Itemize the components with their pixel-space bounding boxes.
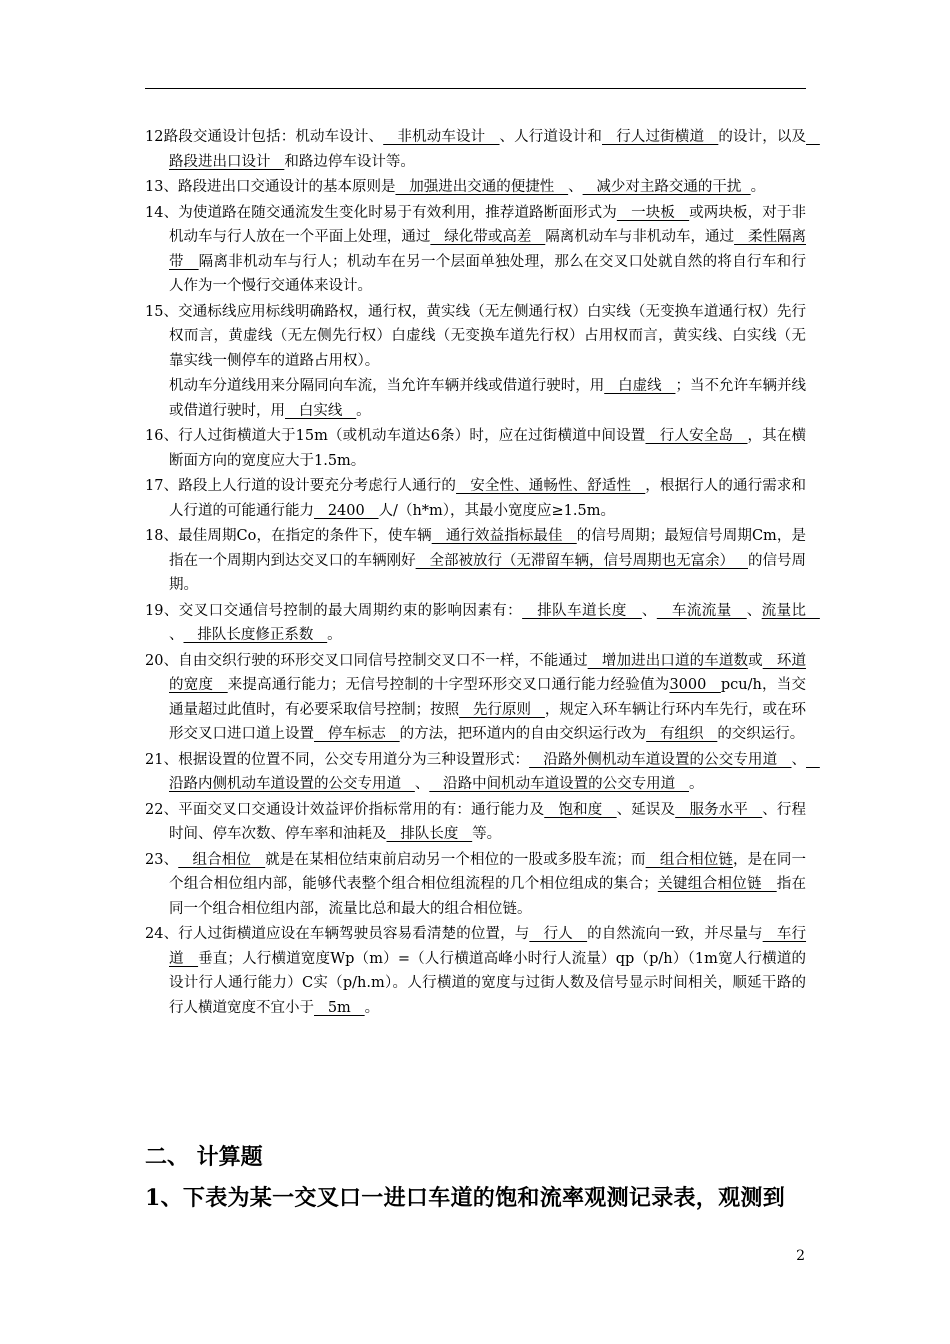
answer-blank: 车流流量	[656, 602, 747, 619]
answer-blank: 组合相位	[178, 851, 266, 868]
question-text: 24、行人过街横道应设在车辆驾驶员容易看清楚的位置，与	[145, 926, 530, 942]
question-text: 等。	[472, 826, 502, 842]
answer-blank: 减少对主路交通的干扰	[582, 179, 751, 195]
question-item	[145, 300, 806, 374]
question-text: pcu/h，当交通量超过此值时，有必要采取信号控制；按照	[169, 677, 807, 718]
question-text: 18、最佳周期Co，在指定的条件下，使车辆	[145, 528, 432, 544]
question-text: 23、	[145, 851, 179, 868]
answer-blank: 行人过街横道	[602, 129, 719, 145]
question-text: 人/（h*m），其最小宽度应≥1.5m。	[378, 502, 615, 519]
question-item	[145, 125, 820, 174]
question-text: 、	[746, 602, 762, 619]
question-text: 20、自由交织行驶的环形交叉口同信号控制交叉口不一样，不能通过	[145, 652, 588, 669]
question-text: 隔离非机动车与行人；机动车在另一个层面单独处理，那么在交叉口处就自然的将自行车和行人作为一个慢行交通体来设计。	[169, 253, 807, 294]
question-text: 、	[791, 751, 806, 768]
question-item	[145, 524, 806, 598]
question-text: 的交织运行。	[717, 726, 805, 742]
question-item	[145, 374, 806, 423]
answer-blank: 白实线	[285, 402, 357, 419]
question-text: 就是在某相位结束前启动另一个相位的一股或多股车流；而	[265, 851, 646, 868]
question-text: 、行程时间、停车次数、停车率和油耗及	[169, 801, 807, 842]
answer-blank: 柔性隔离带	[169, 229, 807, 270]
answer-blank: 沿路中间机动车道设置的公交专用道	[429, 776, 689, 792]
answer-blank: 白虚线	[604, 378, 676, 394]
question-text: 来提高通行能力；无信号控制的十字型环形交叉口通行能力经验值为	[227, 677, 670, 693]
answer-blank: 先行原则	[459, 701, 545, 718]
answer-blank: 5m	[314, 999, 365, 1016]
answer-blank: 排队长度修正系数	[183, 627, 328, 643]
answer-blank: 行人	[529, 926, 588, 942]
question-text: 。	[356, 402, 371, 419]
answer-blank: 行人安全岛	[645, 428, 748, 444]
answer-blank: 车行道	[169, 926, 807, 967]
question-text: 机动车分道线用来分隔同向车流，当允许车辆并线或借道行驶时，用	[169, 378, 605, 394]
answer-blank: 通行效益指标最佳	[431, 528, 577, 544]
question-text: 、人行道设计和	[499, 129, 602, 145]
question-text: ，其在横断面方向的宽度应大于1.5m。	[169, 428, 807, 469]
answer-blank: 一块板	[616, 204, 690, 221]
question-item	[145, 474, 806, 523]
question-text: 的信号周期。	[169, 552, 807, 593]
question-text: ，是在同一个组合相位组内部，能够代表整个组合相位组流程的几个相位组成的集合；	[169, 851, 807, 892]
answer-blank: 流量比	[761, 602, 820, 619]
answer-blank: 停车标志	[314, 726, 400, 742]
answer-blank: 服务水平	[675, 801, 763, 818]
calc-question-title: 1、下表为某一交叉口一进口车道的饱和流率观测记录表，观测到	[145, 1185, 786, 1211]
answer-blank: 路段进出口设计	[169, 129, 820, 170]
question-text: 或	[748, 652, 763, 669]
question-text: 、	[641, 602, 657, 619]
question-text: 的自然流向一致，并尽量与	[587, 926, 763, 942]
answer-blank: 全部被放行（无滞留车辆，信号周期也无富余）	[415, 552, 748, 569]
question-item	[145, 599, 820, 648]
question-item	[145, 649, 806, 747]
question-text: ，根据行人的通行需求和人行道的可能通行能力	[169, 478, 807, 519]
question-text: 19、交叉口交通信号控制的最大周期约束的影响因素有：	[145, 602, 523, 619]
question-text: 12路段交通设计包括：机动车设计、	[145, 129, 384, 145]
question-item	[145, 848, 806, 922]
answer-blank: 组合相位链	[645, 851, 733, 868]
answer-blank: 增加进出口道的车道数	[587, 652, 749, 669]
question-text: 、	[169, 627, 184, 643]
question-text: 的信号周期；最短信号周期Cm，是指在一个周期内到达交叉口的车辆刚好	[169, 528, 806, 569]
question-text: 16、行人过街横道大于15m（或机动车道达6条）时，应在过街横道中间设置	[145, 428, 646, 444]
question-list	[145, 125, 820, 1021]
question-text: 15、交通标线应用标线明确路权，通行权，黄实线（无左侧通行权）白实线（无变换车道通行权）先行权而言，黄虚线（无左侧先行权）白虚线（无变换车道先行权）占用权而言，黄实线、白实线（无靠实线一侧停车的道路占用权）。	[145, 303, 806, 369]
answer-blank: 绿化带或高差	[430, 229, 546, 245]
header-rule	[145, 88, 806, 89]
question-text: 。	[327, 627, 342, 643]
question-text: 、延误及	[616, 801, 676, 818]
answer-blank: 沿路外侧机动车道设置的公交专用道	[529, 751, 792, 768]
answer-blank: 非机动车设计	[383, 129, 500, 145]
question-text: 21、根据设置的位置不同，公交专用道分为三种设置形式：	[145, 751, 530, 768]
answer-blank: 安全性、通畅性、舒适性	[456, 478, 646, 494]
question-item	[145, 922, 806, 1020]
question-text: 隔离机动车与非机动车，通过	[545, 229, 735, 245]
answer-blank: 排队长度	[386, 826, 473, 842]
section-title: 二、 计算题	[145, 1144, 263, 1170]
question-text: 或两块板，对于非机动车与行人放在一个平面上处理，通过	[169, 204, 806, 245]
question-text: ；当不允许车辆并线或借道行驶时，用	[169, 378, 807, 419]
question-text: ，规定入环车辆让行环内车先行，或在环形交叉口进口道上设置	[169, 701, 807, 742]
question-item	[145, 175, 806, 200]
question-text: 。	[364, 999, 380, 1016]
answer-blank: 关键组合相位链	[657, 876, 777, 892]
answer-blank: 环道的宽度	[169, 652, 807, 693]
question-text: 指在同一个组合相位组内部，流量比总和最大的组合相位链。	[169, 876, 807, 917]
question-text: 和路边停车设计等。	[284, 153, 415, 170]
question-text: 、	[414, 776, 430, 792]
answer-blank: 排队车道长度	[522, 602, 642, 619]
question-text: 的方法，把环道内的自由交织运行改为	[399, 726, 647, 742]
question-text: 14、为使道路在随交通流发生变化时易于有效利用，推荐道路断面形式为	[145, 204, 617, 221]
question-text: 的设计，以及	[718, 129, 807, 145]
question-text: 13、路段进出口交通设计的基本原则是	[145, 179, 396, 195]
question-text: 。	[688, 776, 704, 792]
question-item	[145, 798, 806, 847]
answer-blank: 加强进出交通的便捷性	[395, 179, 569, 195]
question-item	[145, 424, 806, 473]
answer-blank: 沿路内侧机动车道设置的公交专用道	[169, 751, 820, 792]
question-text: 17、路段上人行道的设计要充分考虑行人通行的	[145, 478, 457, 494]
question-text: 。	[750, 179, 766, 195]
page-number: 2	[796, 1248, 805, 1264]
answer-blank: 有组织	[646, 726, 718, 742]
answer-blank: 2400	[314, 502, 379, 519]
question-text: 垂直；人行横道宽度Wp（m）=（人行横道高峰小时行人流量）qp（p/h）（1m宽人行横道的设计行人通行能力）C实（p/h.m）。人行横道的宽度与过街人数及信号显示时间相关，顺延干路的行人横道宽度不宜小于	[169, 950, 806, 1016]
answer-blank: 饱和度	[544, 801, 617, 818]
question-item	[145, 748, 820, 797]
question-text: 、	[568, 179, 583, 195]
question-text: 22、平面交叉口交通设计效益评价指标常用的有：通行能力及	[145, 801, 545, 818]
answer-blank: 3000	[669, 677, 721, 693]
question-item	[145, 201, 806, 299]
